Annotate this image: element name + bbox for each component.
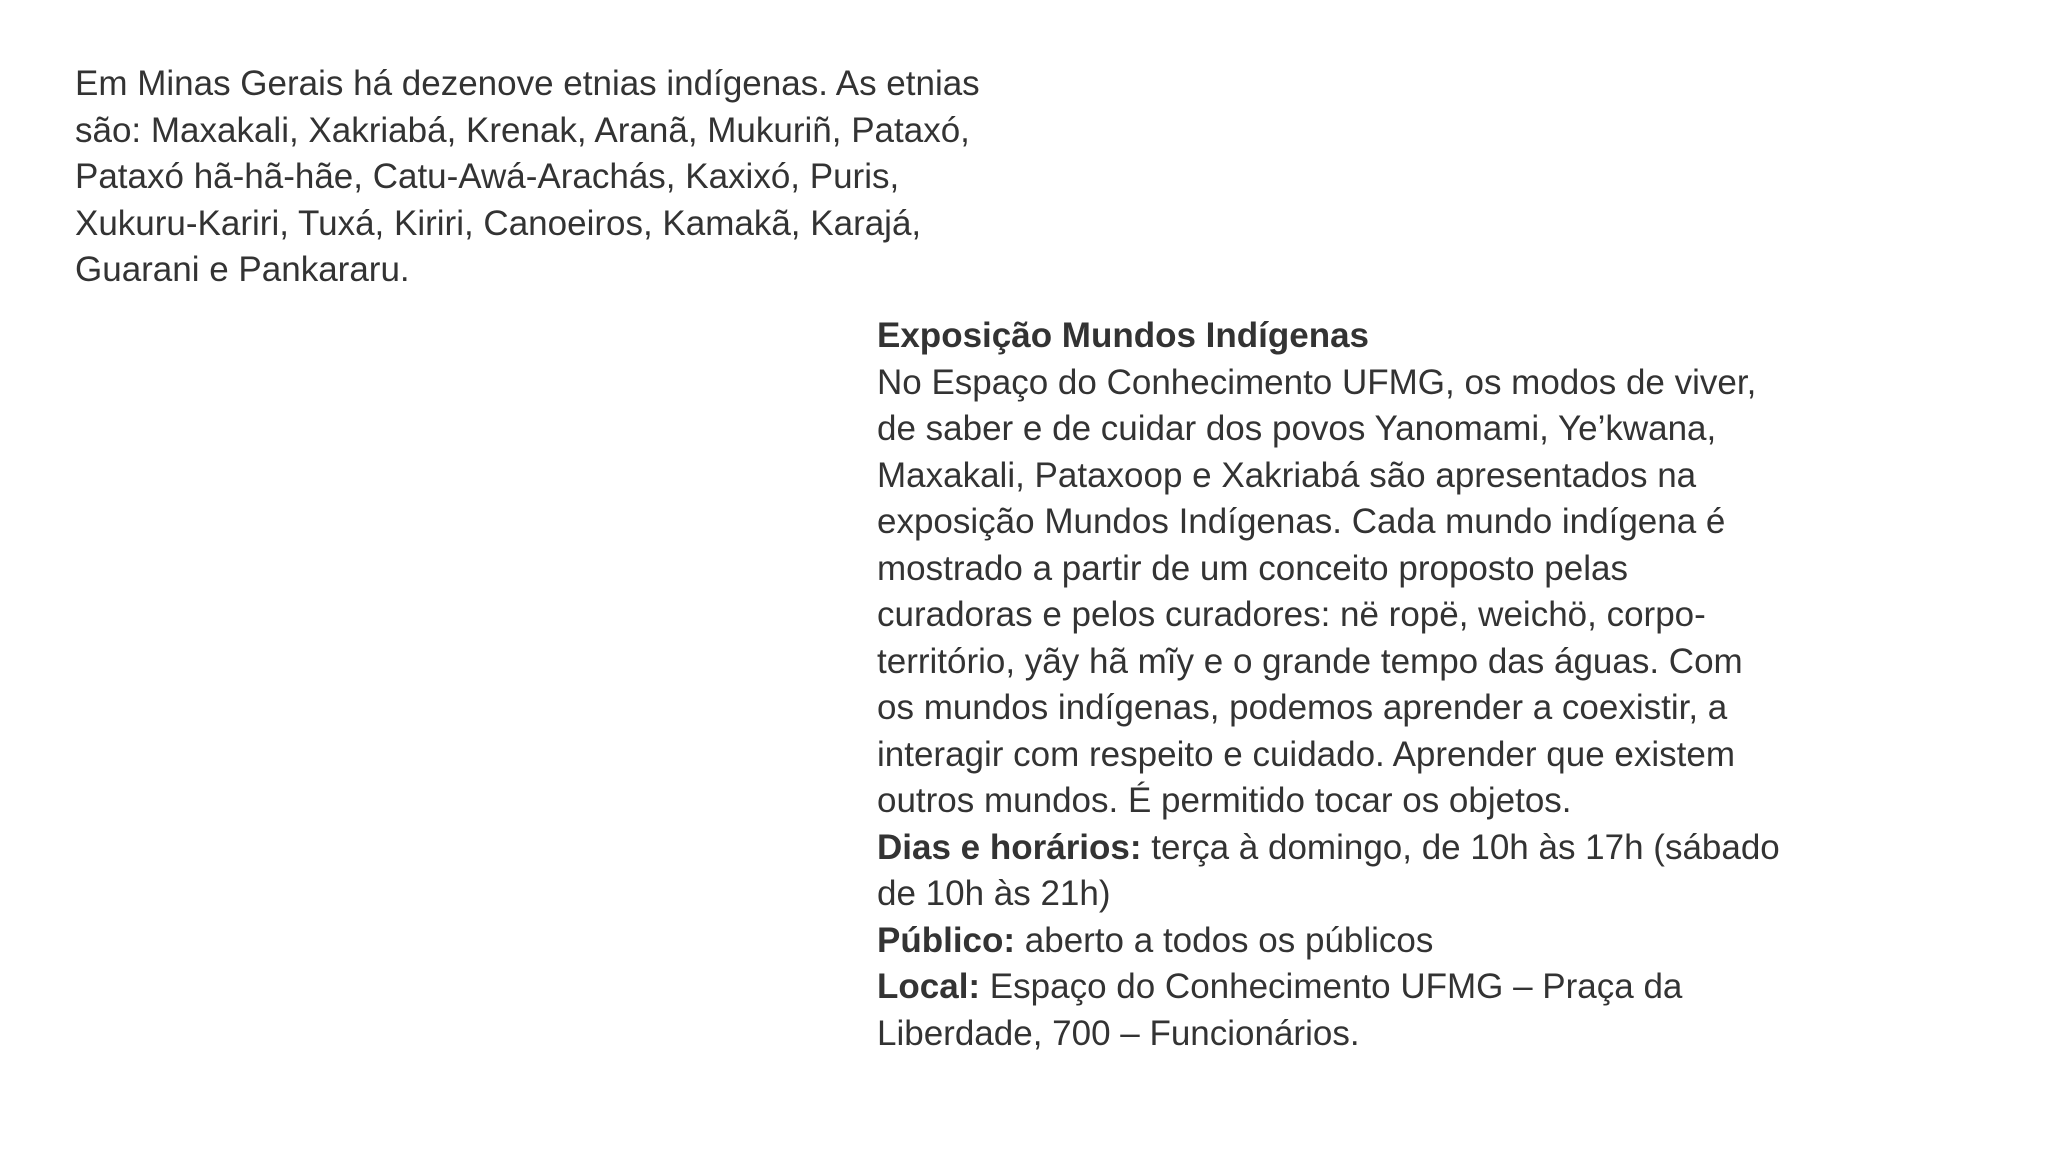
intro-line: Xukuru-Kariri, Tuxá, Kiriri, Canoeiros, Kamakã, Karajá, <box>75 203 922 243</box>
intro-line: são: Maxakali, Xakriabá, Krenak, Aranã, Mukuriñ, Pataxó, <box>75 110 970 150</box>
exhibit-description-line: os mundos indígenas, podemos aprender a coexistir, a <box>877 688 1728 727</box>
location-value-continued: Liberdade, 700 – Funcionários. <box>877 1013 1360 1053</box>
exhibit-description-line: território, yãy hã mĩy e o grande tempo das águas. Com <box>877 641 1743 681</box>
schedule-value-continued: de 10h às 21h) <box>877 874 1111 913</box>
intro-paragraph <box>75 61 980 294</box>
schedule-value: terça à domingo, de 10h às 17h (sábado <box>1141 827 1780 867</box>
exhibit-section <box>877 313 1780 1057</box>
location-value: Espaço do Conhecimento UFMG – Praça da <box>980 967 1683 1006</box>
location-info <box>877 964 1780 1011</box>
exhibit-description-line: exposição Mundos Indígenas. Cada mundo indígena é <box>877 502 1726 541</box>
exhibit-description-line: curadoras e pelos curadores: në ropë, weichö, corpo- <box>877 595 1706 634</box>
schedule-info <box>877 825 1780 872</box>
exhibit-description-line: outros mundos. É permitido tocar os objetos. <box>877 781 1572 820</box>
location-label: Local: <box>877 967 981 1006</box>
intro-line: Guarani e Pankararu. <box>75 250 410 289</box>
audience-label: Público: <box>877 920 1016 960</box>
exhibit-description-line: mostrado a partir de um conceito proposto pelas <box>877 548 1628 588</box>
audience-value: aberto a todos os públicos <box>1015 920 1434 960</box>
exhibit-title: Exposição Mundos Indígenas <box>877 316 1370 355</box>
intro-line: Pataxó hã-hã-hãe, Catu-Awá-Arachás, Kaxixó, Puris, <box>75 157 900 196</box>
audience-info <box>877 918 1780 965</box>
schedule-label: Dias e horários: <box>877 827 1142 867</box>
exhibit-description-line: Maxakali, Pataxoop e Xakriabá são apresentados na <box>877 455 1697 495</box>
exhibit-description-line: No Espaço do Conhecimento UFMG, os modos de viver, <box>877 362 1757 402</box>
exhibit-description-line: interagir com respeito e cuidado. Aprender que existem <box>877 734 1735 774</box>
intro-line: Em Minas Gerais há dezenove etnias indígenas. As etnias <box>75 64 980 103</box>
exhibit-description-line: de saber e de cuidar dos povos Yanomami, Ye’kwana, <box>877 409 1717 448</box>
